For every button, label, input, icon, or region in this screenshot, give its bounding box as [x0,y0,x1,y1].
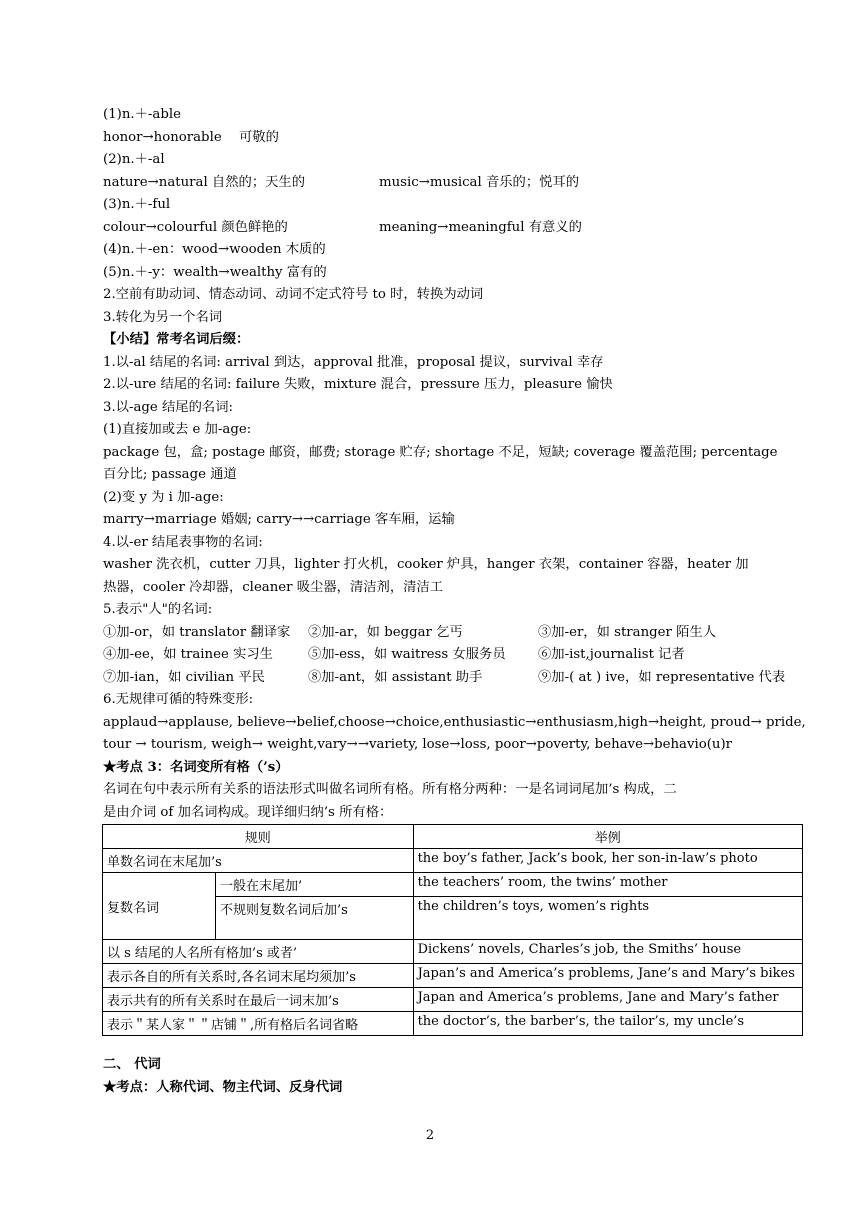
section2-heading: 二、 代词 [103,1057,161,1072]
point3-heading: ★考点 3：名词变所有格（’s） [103,759,289,775]
person-suffix: ⑨加-( at ) ive，如 representative 代表 [538,669,786,685]
plural-label-cell: 复数名词 [103,873,216,940]
person-suffix: ⑦加-ian，如 civilian 平民 [103,669,265,685]
text-line: package 包，盒; postage 邮资，邮费; storage 贮存; shortage 不足，短缺; coverage 覆盖范围; percentage [103,444,778,460]
rule-sub-cell: 不规则复数名词后加’s [216,897,414,940]
text-line [103,172,763,195]
text-line: 是由介词 of 加名词构成。现详细归纳’s 所有格： [103,804,393,820]
text-line: 4.以-er 结尾表事物的名词: [103,534,263,550]
example-cell: Dickens’ novels, Charles’s job, the Smiths’ house [413,940,802,964]
text-line: (2)变 y 为 i 加-age: [103,489,224,505]
document-body [103,104,806,1099]
section2-point: ★考点：人称代词、物主代词、反身代词 [103,1079,343,1095]
text-line: (3)n.＋-ful [103,197,171,212]
example-left: nature→natural 自然的；天生的 [103,174,306,190]
text-line [103,217,763,240]
rule-cell: 表示共有的所有关系时在最后一词末加’s [103,988,414,1012]
text-line: 3.以-age 结尾的名词: [103,399,233,415]
rule-cell: 以 s 结尾的人名所有格加’s 或者’ [103,940,414,964]
text-line: 6.无规律可循的特殊变形: [103,692,254,707]
table-row [103,988,803,1012]
text-line: marry→marriage 婚姻; carry→→carriage 客车厢，运输 [103,512,455,527]
person-suffix: ⑥加-ist,journalist 记者 [538,647,685,662]
text-line: applaud→applause, believe→belief,choose→choice,enthusiastic→enthusiasm,high→height, proud→ pride, [103,714,806,730]
rule-sub-cell: 一般在末尾加’ [216,873,414,897]
table-row [103,1012,803,1036]
example-word: honor→honorable [103,129,222,145]
text-line: (1)直接加或去 e 加-age: [103,422,252,437]
person-suffix: ②加-ar，如 beggar 乞丐 [308,624,463,640]
text-line: 5.表示"人"的名词: [103,602,213,617]
example-cell: the teachers’ room, the twins’ mother [413,873,802,897]
person-suffix-row [103,667,786,690]
person-suffix: ④加-ee，如 trainee 实习生 [103,647,273,662]
text-line: washer 洗衣机，cutter 刀具，lighter 打火机，cooker 炉具，hanger 衣架，container 容器，heater 加 [103,557,749,572]
rule-cell: 单数名词在末尾加’s [103,849,414,873]
table-row [103,964,803,988]
header-rule: 规则 [103,825,414,849]
rule-cell: 表示＂某人家＂＂店铺＂,所有格后名词省略 [103,1012,414,1036]
text-line: (2)n.＋-al [103,152,165,167]
example-cell: the boy’s father, Jack’s book, her son-in-law’s photo [413,849,802,873]
text-line: (4)n.＋-en：wood→wooden 木质的 [103,242,326,257]
table-row [103,873,803,897]
text-line: (1)n.＋-able [103,107,181,122]
possessive-table [102,824,803,1036]
example-cell: the doctor’s, the barber’s, the tailor’s, my uncle’s [413,1012,802,1036]
rule-cell: 表示各自的所有关系时,各名词末尾均须加’s [103,964,414,988]
text-line: 3.转化为另一个名词 [103,309,223,325]
text-line: 2.空前有助动词、情态动词、动词不定式符号 to 时，转换为动词 [103,287,484,302]
example-cell: Japan’s and America’s problems, Jane’s and Mary’s bikes [413,964,802,988]
example-meaning: 可敬的 [239,129,279,145]
person-suffix: ①加-or，如 translator 翻译家 [103,624,291,640]
header-example: 举例 [413,825,802,849]
person-suffix: ⑧加-ant，如 assistant 助手 [308,669,483,685]
person-suffix: ③加-er，如 stranger 陌生人 [538,624,717,640]
person-suffix-row [103,622,763,645]
text-line [103,127,763,150]
text-line: 名词在句中表示所有关系的语法形式叫做名词所有格。所有格分两种：一是名词词尾加’s 构成，二 [103,782,677,797]
table-header-row [103,825,803,849]
example-right: music→musical 音乐的；悦耳的 [379,174,580,190]
text-line: 热器，cooler 冷却器，cleaner 吸尘器，清洁剂，清洁工 [103,579,444,595]
summary-heading: 【小结】常考名词后缀： [103,332,250,347]
text-line: 2.以-ure 结尾的名词: failure 失败，mixture 混合，pressure 压力，pleasure 愉快 [103,377,613,392]
text-line: 百分比; passage 通道 [103,467,237,482]
person-suffix: ⑤加-ess，如 waitress 女服务员 [308,647,506,662]
example-cell: Japan and America’s problems, Jane and Mary’s father [413,988,802,1012]
table-row [103,940,803,964]
person-suffix-row [103,644,763,667]
text-line: (5)n.＋-y：wealth→wealthy 富有的 [103,264,327,280]
text-line: tour → tourism, weigh→ weight,vary→→variety, lose→loss, poor→poverty, behave→behavio(u)r [103,737,733,752]
example-right: meaning→meaningful 有意义的 [379,219,582,235]
spacer [103,1036,763,1054]
example-cell: the children’s toys, women’s rights [413,897,802,940]
page-number: 2 [425,1128,435,1143]
text-line: 1.以-al 结尾的名词: arrival 到达，approval 批准，proposal 提议，survival 幸存 [103,354,604,370]
example-left: colour→colourful 颜色鲜艳的 [103,219,288,235]
table-row [103,849,803,873]
